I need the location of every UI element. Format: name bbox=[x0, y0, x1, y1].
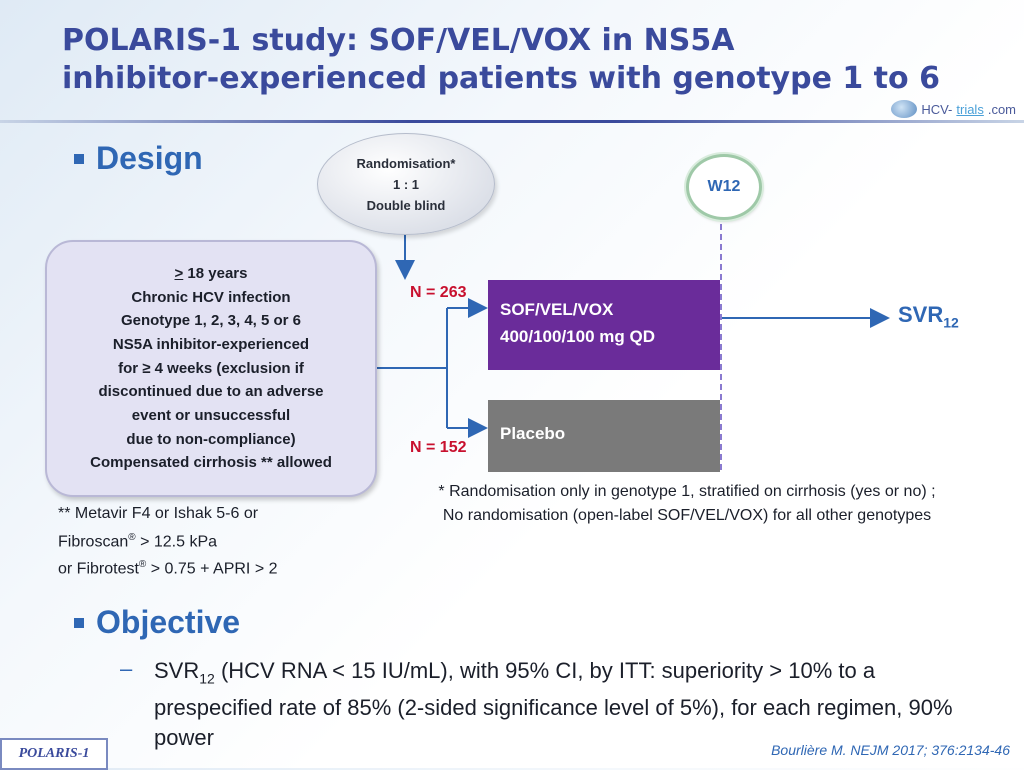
fibroscan-value: > 12.5 kPa bbox=[135, 532, 218, 550]
objective-dash: – bbox=[120, 656, 133, 681]
svr-outcome-label bbox=[898, 302, 959, 330]
week-12-label: W12 bbox=[707, 178, 741, 195]
placebo-arm-n: N = 152 bbox=[410, 439, 467, 456]
criteria-line: NS5A inhibitor-experienced bbox=[112, 335, 310, 353]
cirrhosis-footnote-line-2 bbox=[58, 526, 278, 554]
title-line-1: POLARIS-1 study: SOF/VEL/VOX in NS5A bbox=[62, 23, 735, 58]
cirrhosis-footnote bbox=[58, 502, 278, 581]
inclusion-criteria-box bbox=[45, 240, 377, 497]
objective-description: (HCV RNA < 15 IU/mL), with 95% CI, by ITT: superiority > 10% to a prespecified rate of 85% (2-sided significance level of 5%), for each regimen, 90% power bbox=[154, 658, 953, 751]
fibroscan-text: Fibroscan bbox=[58, 532, 129, 550]
randomisation-oval bbox=[317, 133, 495, 235]
randomisation-line-3: Double blind bbox=[366, 197, 446, 213]
criteria-line: Compensated cirrhosis ** allowed bbox=[90, 454, 332, 472]
logo-prefix: HCV- bbox=[921, 101, 953, 117]
placebo-arm-label: Placebo bbox=[500, 424, 566, 443]
cirrhosis-footnote-line-1: ** Metavir F4 or Ishak 5-6 or bbox=[58, 505, 259, 522]
criteria-line: due to non-compliance) bbox=[126, 430, 296, 448]
objective-text bbox=[154, 656, 994, 753]
criteria-line: event or unsuccessful bbox=[131, 407, 291, 425]
active-arm-box bbox=[488, 280, 720, 370]
logo-suffix: .com bbox=[987, 101, 1016, 117]
criteria-line: Genotype 1, 2, 3, 4, 5 or 6 bbox=[120, 312, 302, 330]
cirrhosis-footnote-line-3 bbox=[58, 553, 278, 581]
registered-mark: ® bbox=[128, 531, 136, 543]
criteria-line: Chronic HCV infection bbox=[131, 288, 291, 306]
criteria-age-text: 18 years bbox=[183, 264, 248, 282]
design-heading-text: Design bbox=[96, 140, 203, 176]
fibrotest-value: > 0.75 + APRI > 2 bbox=[146, 560, 278, 578]
objective-heading-text: Objective bbox=[96, 604, 241, 640]
placebo-arm-box bbox=[488, 400, 720, 472]
randomisation-footnote-line-2: No randomisation (open-label SOF/VEL/VOX) for all other genotypes bbox=[442, 507, 932, 524]
fibrotest-text: or Fibrotest bbox=[58, 560, 139, 578]
week-12-marker bbox=[686, 154, 762, 220]
randomisation-footnote bbox=[378, 480, 996, 528]
study-badge-text: POLARIS-1 bbox=[18, 746, 90, 761]
svr-main-text: SVR bbox=[898, 302, 944, 327]
bullet-square-icon bbox=[74, 618, 84, 628]
randomisation-line-1: Randomisation* bbox=[356, 155, 456, 171]
study-badge bbox=[0, 738, 108, 770]
registered-mark: ® bbox=[138, 559, 147, 571]
randomisation-line-2: 1 : 1 bbox=[392, 176, 419, 192]
objective-svr: SVR bbox=[154, 658, 200, 683]
active-arm-dose: 400/100/100 mg QD bbox=[500, 327, 655, 346]
active-arm-regimen: SOF/VEL/VOX bbox=[500, 300, 614, 319]
criteria-line: for ≥ 4 weeks (exclusion if bbox=[118, 359, 304, 377]
criteria-line: discontinued due to an adverse bbox=[98, 383, 324, 401]
logo-middle: trials bbox=[956, 101, 984, 117]
svr-subscript: 12 bbox=[943, 314, 959, 331]
active-arm-n: N = 263 bbox=[410, 284, 467, 301]
randomisation-footnote-line-1: * Randomisation only in genotype 1, stratified on cirrhosis (yes or no) ; bbox=[438, 483, 936, 500]
criteria-age bbox=[175, 262, 248, 286]
citation: Bourlière M. NEJM 2017; 376:2134-46 bbox=[771, 742, 1010, 758]
title-line-2: inhibitor-experienced patients with genotype 1 to 6 bbox=[62, 61, 940, 96]
objective-heading bbox=[74, 604, 240, 641]
greater-equal-symbol: > bbox=[174, 264, 184, 282]
objective-svr-subscript: 12 bbox=[199, 670, 215, 687]
